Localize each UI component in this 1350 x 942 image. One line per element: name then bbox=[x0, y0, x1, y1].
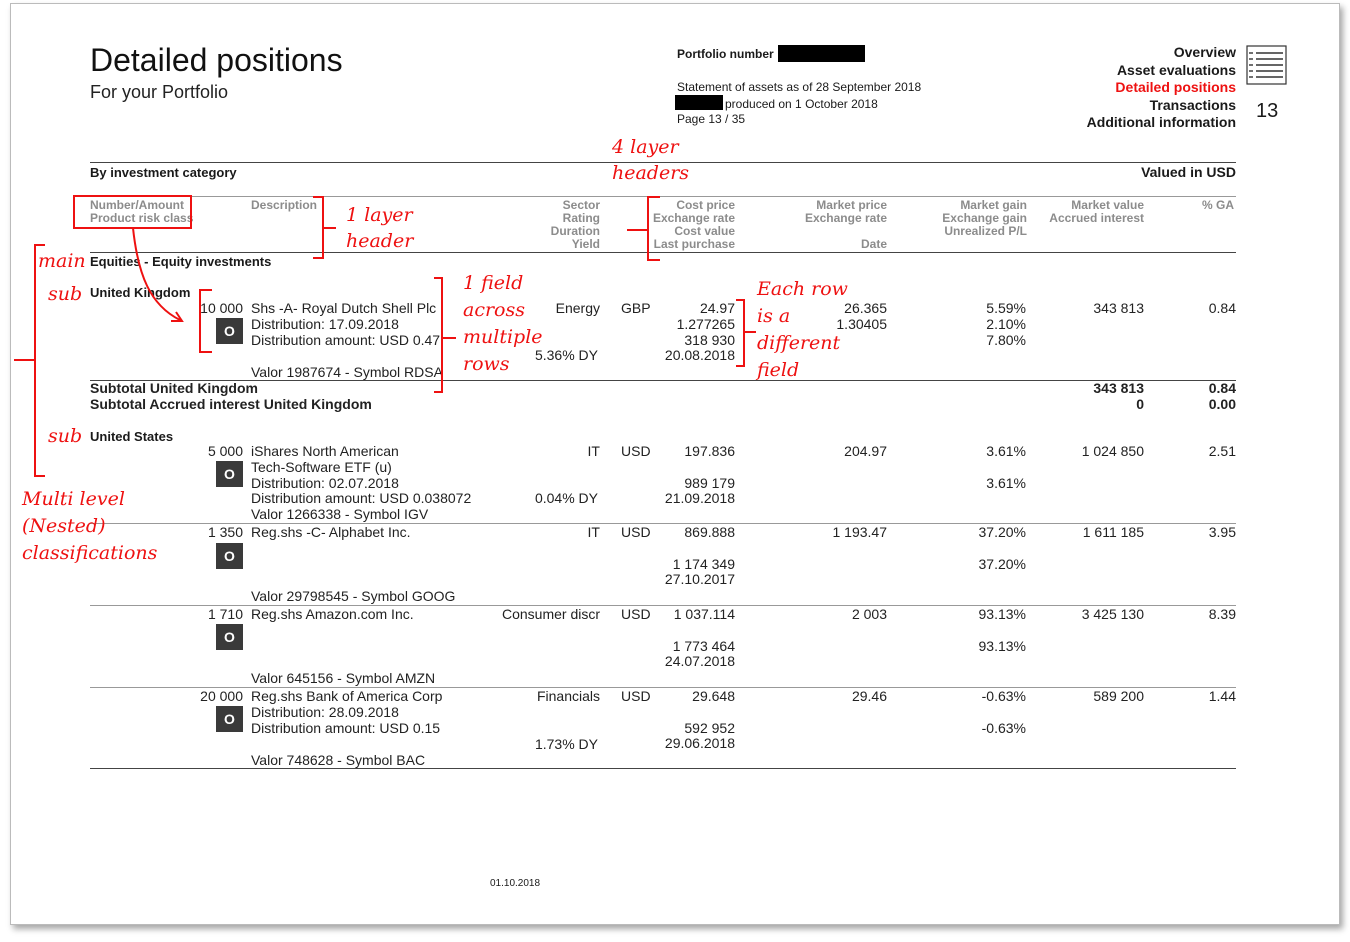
position-gain: 3.61% 3.61% bbox=[986, 443, 1026, 491]
divider bbox=[90, 196, 1236, 197]
position-gain: -0.63% -0.63% bbox=[981, 688, 1026, 736]
position-sector: IT bbox=[587, 524, 600, 540]
position-currency: USD bbox=[621, 606, 651, 622]
position-qty: 20 000 bbox=[200, 688, 243, 704]
nav-item-detailed-positions[interactable]: Detailed positions bbox=[1115, 79, 1236, 95]
page-indicator: Page 13 / 35 bbox=[677, 112, 746, 126]
position-cost: 197.836 989 179 21.09.2018 bbox=[664, 443, 735, 507]
position-market-price: 2 003 bbox=[851, 606, 887, 622]
position-qty: 10 000 bbox=[200, 300, 243, 316]
annotation-one-layer: 1 layer header bbox=[346, 204, 414, 252]
statement-date-line: Statement of assets as of 28 September 2018 bbox=[677, 80, 922, 94]
position-yield: 5.36% DY bbox=[534, 347, 598, 363]
position-market-price: 1 193.47 bbox=[832, 524, 887, 540]
risk-class-badge: O bbox=[216, 461, 243, 487]
subtotal-label: Subtotal United Kingdom bbox=[90, 380, 258, 396]
section-nav bbox=[1087, 44, 1236, 132]
annotation-four-layer: 4 layer headers bbox=[612, 136, 690, 184]
col-header-gain: Market gain Exchange gain Unrealized P/L bbox=[942, 198, 1027, 238]
position-cost: 869.888 1 174 349 27.10.2017 bbox=[664, 524, 735, 588]
position-ga: 2.51 bbox=[1208, 443, 1236, 459]
section-label: By investment category bbox=[90, 165, 237, 180]
list-icon bbox=[1246, 45, 1288, 87]
position-currency: GBP bbox=[621, 300, 651, 316]
position-market-price: 29.46 bbox=[851, 688, 887, 704]
nav-item-additional-information[interactable]: Additional information bbox=[1086, 114, 1236, 130]
subtotal-accrued-ga: 0.00 bbox=[1208, 396, 1236, 412]
position-valor: Valor 748628 - Symbol BAC bbox=[251, 752, 426, 768]
group-heading: United States bbox=[90, 429, 174, 444]
position-ga: 0.84 bbox=[1208, 300, 1236, 316]
annotation-highlight-box bbox=[73, 195, 192, 229]
produced-line: produced on 1 October 2018 bbox=[725, 97, 878, 111]
position-currency: USD bbox=[621, 443, 651, 459]
footer-date: 01.10.2018 bbox=[490, 878, 541, 889]
position-sector: IT bbox=[587, 443, 600, 459]
position-yield: 0.04% DY bbox=[534, 490, 598, 506]
nav-item-asset-evaluations[interactable]: Asset evaluations bbox=[1116, 61, 1236, 78]
category-heading: Equities - Equity investments bbox=[90, 254, 272, 269]
position-valor: Valor 645156 - Symbol AMZN bbox=[251, 670, 436, 686]
col-header-cost: Cost price Exchange rate Cost value Last purchase bbox=[652, 198, 735, 251]
annotation-sub: sub bbox=[48, 425, 83, 447]
position-ga: 8.39 bbox=[1208, 606, 1236, 622]
position-gain: 5.59% 2.10% 7.80% bbox=[986, 300, 1026, 348]
nav-item-transactions[interactable]: Transactions bbox=[1149, 96, 1236, 113]
col-header-number: Number/Amount Product risk class bbox=[90, 198, 194, 225]
position-market-value: 3 425 130 bbox=[1081, 606, 1144, 622]
subtotal-accrued-label: Subtotal Accrued interest United Kingdom bbox=[90, 396, 372, 412]
position-description: iShares North American Tech-Software ETF (u) Distribution: 02.07.2018 Distribution amount: USD 0.038072 bbox=[251, 443, 472, 507]
nav-item-overview[interactable]: Overview bbox=[1173, 44, 1236, 60]
position-currency: USD bbox=[621, 524, 651, 540]
divider bbox=[90, 380, 1236, 381]
position-description: Reg.shs Amazon.com Inc. bbox=[251, 606, 414, 622]
col-header-ga: % GA bbox=[1201, 198, 1234, 212]
col-header-description: Description bbox=[251, 198, 318, 212]
position-market-price: 204.97 bbox=[844, 443, 887, 459]
page-title: Detailed positions bbox=[90, 42, 343, 78]
col-header-market-price: Market price Exchange rate Date bbox=[804, 198, 887, 251]
position-gain: 37.20% 37.20% bbox=[978, 524, 1026, 572]
position-qty: 1 350 bbox=[207, 524, 243, 540]
position-cost: 1 037.114 1 773 464 24.07.2018 bbox=[664, 606, 735, 670]
position-market-value: 343 813 bbox=[1093, 300, 1144, 316]
position-market-value: 1 611 185 bbox=[1082, 524, 1144, 540]
subtotal-value: 343 813 bbox=[1093, 380, 1144, 396]
position-qty: 1 710 bbox=[207, 606, 243, 622]
position-valor: Valor 1266338 - Symbol IGV bbox=[251, 506, 429, 522]
position-sector: Financials bbox=[536, 688, 600, 704]
position-gain: 93.13% 93.13% bbox=[978, 606, 1026, 654]
position-sector: Energy bbox=[555, 300, 600, 316]
divider bbox=[90, 768, 1236, 769]
risk-class-badge: O bbox=[216, 318, 243, 344]
annotation-multi-level: Multi level (Nested) classifications bbox=[22, 488, 158, 564]
annotation-main: main bbox=[38, 250, 86, 272]
col-header-market-value: Market value Accrued interest bbox=[1049, 198, 1144, 225]
position-market-price: 26.365 1.30405 bbox=[836, 300, 887, 332]
position-valor: Valor 29798545 - Symbol GOOG bbox=[251, 588, 456, 604]
position-market-value: 589 200 bbox=[1093, 688, 1144, 704]
valuation-currency: Valued in USD bbox=[1141, 164, 1236, 180]
redacted-name bbox=[675, 95, 723, 110]
annotation-sub: sub bbox=[48, 283, 83, 305]
position-yield: 1.73% DY bbox=[534, 736, 598, 752]
risk-class-badge: O bbox=[216, 624, 243, 650]
position-cost: 29.648 592 952 29.06.2018 bbox=[664, 688, 735, 752]
risk-class-badge: O bbox=[216, 543, 243, 569]
position-ga: 3.95 bbox=[1208, 524, 1236, 540]
subtotal-accrued-value: 0 bbox=[1136, 396, 1144, 412]
annotation-one-field: 1 field across multiple rows bbox=[463, 272, 543, 375]
redacted-portfolio-number bbox=[778, 45, 865, 62]
position-currency: USD bbox=[621, 688, 651, 704]
position-sector: Consumer discr bbox=[501, 606, 600, 622]
position-ga: 1.44 bbox=[1208, 688, 1236, 704]
position-valor: Valor 1987674 - Symbol RDSA bbox=[251, 364, 443, 380]
position-description: Reg.shs -C- Alphabet Inc. bbox=[251, 524, 411, 540]
page-number: 13 bbox=[1256, 100, 1279, 122]
portfolio-number-label: Portfolio number bbox=[677, 47, 774, 61]
subtotal-ga: 0.84 bbox=[1208, 380, 1236, 396]
col-header-sector: Sector Rating Duration Yield bbox=[550, 198, 600, 251]
divider bbox=[90, 252, 1236, 253]
position-description: Shs -A- Royal Dutch Shell Plc Distribution: 17.09.2018 Distribution amount: USD 0.47 bbox=[251, 300, 441, 348]
group-heading: United Kingdom bbox=[90, 285, 191, 300]
risk-class-badge: O bbox=[216, 706, 243, 732]
position-market-value: 1 024 850 bbox=[1081, 443, 1144, 459]
annotation-each-row: Each row is a different field bbox=[757, 278, 848, 381]
page-subtitle: For your Portfolio bbox=[90, 82, 229, 102]
position-description: Reg.shs Bank of America Corp Distribution: 28.09.2018 Distribution amount: USD 0.15 bbox=[251, 688, 443, 736]
position-qty: 5 000 bbox=[207, 443, 243, 459]
position-cost: 24.97 1.277265 318 930 20.08.2018 bbox=[664, 300, 735, 364]
